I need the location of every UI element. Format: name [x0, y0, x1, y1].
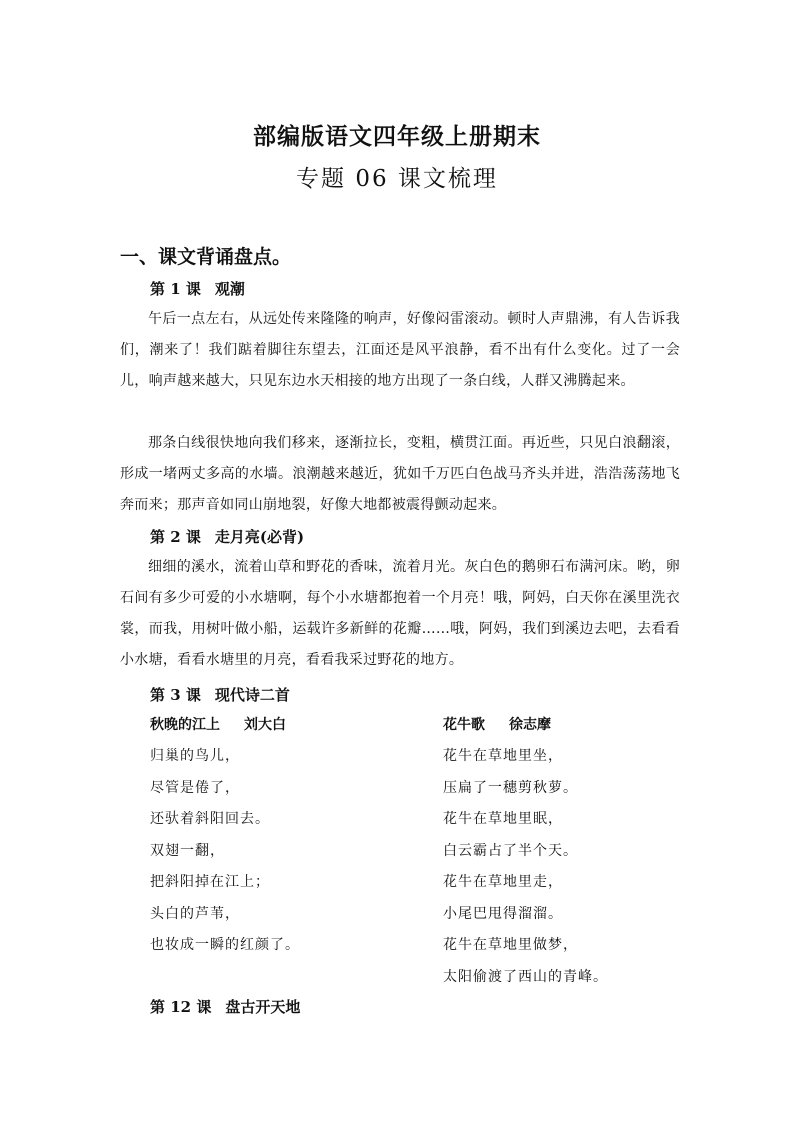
lesson-2-paragraph-1: 细细的溪水，流着山草和野花的香味，流着月光。灰白色的鹅卵石布满河床。哟，卵石间有多少可爱的小水塘啊，每个小水塘都抱着一个月亮！哦，阿妈，白天你在溪里洗衣裳，而我，用树叶做小船，运载许多新鲜的花瓣……哦，阿妈，我们到溪边去吧，去看看小水塘，看看水塘里的月亮，看看我采过野花的地方。 — [120, 559, 680, 668]
poem-line: 花牛在草地里眠， — [443, 811, 563, 827]
poem-line: 还驮着斜阳回去。 — [150, 811, 270, 827]
poem-line: 也妆成一瞬的红颜了。 — [150, 937, 300, 953]
lesson-number: 第 2 课 — [150, 528, 201, 546]
poem-left — [150, 710, 300, 962]
poem-title — [150, 710, 300, 741]
lesson-heading-2 — [150, 526, 304, 547]
poem-line: 把斜阳掉在江上； — [150, 874, 270, 890]
document-title: 部编版语文四年级上册期末 — [253, 123, 541, 150]
lesson-number: 第 12 课 — [150, 998, 212, 1016]
poem-line: 双翅一翻， — [150, 842, 225, 859]
lesson-1-paragraph-1: 午后一点左右，从远处传来隆隆的响声，好像闷雷滚动。顿时人声鼎沸，有人告诉我们，潮来了！我们踮着脚往东望去，江面还是风平浪静，看不出有什么变化。过了一会儿，响声越来越大，只见东边水天相接的地方出现了一条白线，人群又沸腾起来。 — [120, 311, 680, 389]
poem-line: 太阳偷渡了西山的青峰。 — [443, 968, 608, 985]
lesson-number: 第 1 课 — [150, 280, 201, 298]
poem-title-text: 秋晚的江上 — [150, 717, 220, 733]
poem-title — [443, 710, 608, 741]
lesson-name: 走月亮(必背) — [214, 528, 305, 546]
lesson-name: 现代诗二首 — [214, 686, 290, 704]
poem-line: 花牛在草地里坐， — [443, 748, 563, 764]
lesson-heading-3 — [150, 684, 290, 705]
poem-author: 刘大白 — [244, 717, 286, 733]
poem-title-text: 花牛歌 — [443, 717, 485, 733]
poem-line: 白云霸占了半个天。 — [443, 842, 578, 859]
document-subtitle: 专题 06 课文梳理 — [296, 166, 498, 192]
lesson-name: 观潮 — [214, 280, 245, 298]
poem-line: 小尾巴甩得溜溜。 — [443, 905, 563, 922]
lesson-number: 第 3 课 — [150, 686, 201, 704]
poem-line: 压扁了一穗剪秋萝。 — [443, 779, 578, 796]
poem-line: 花牛在草地里走， — [443, 874, 563, 890]
poem-right — [443, 710, 608, 993]
poem-line: 花牛在草地里做梦， — [443, 937, 578, 953]
lesson-heading-1 — [150, 278, 245, 299]
lesson-name: 盘古开天地 — [225, 998, 301, 1016]
poem-line: 归巢的鸟儿， — [150, 748, 240, 764]
lesson-1-paragraph-2: 那条白线很快地向我们移来，逐渐拉长，变粗，横贯江面。再近些，只见白浪翻滚，形成一堵两丈多高的水墙。浪潮越来越近，犹如千万匹白色战马齐头并进，浩浩荡荡地飞奔而来；那声音如同山崩地裂，好像大地都被震得颤动起来。 — [120, 435, 680, 513]
section-heading: 一、课文背诵盘点。 — [120, 246, 292, 268]
poem-line: 尽管是倦了， — [150, 779, 240, 796]
poem-line: 头白的芦苇， — [150, 905, 240, 922]
lesson-heading-12 — [150, 996, 300, 1017]
poem-author: 徐志摩 — [509, 717, 551, 733]
